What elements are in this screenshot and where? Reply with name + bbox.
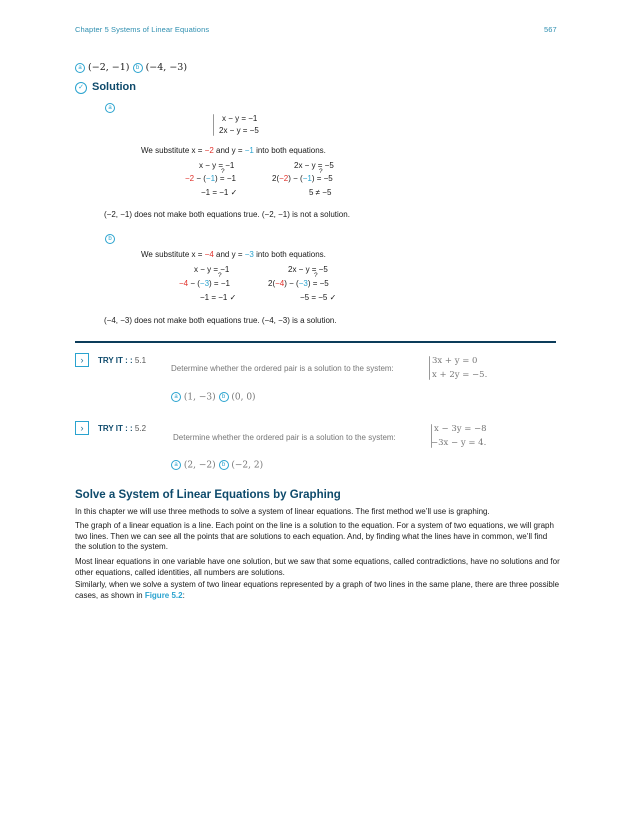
paragraph-1: In this chapter we will use three methods to solve a system of linear equations. The first method we’ll use is graphing. (75, 507, 490, 516)
right-sub-b: 2(−4) − (−3) = −5 (268, 279, 329, 288)
solution-heading: Solution (92, 81, 136, 93)
try-system-eq-2: −3x − y = 4. (431, 438, 487, 448)
page-number: 567 (544, 25, 557, 34)
pair-b: (−4, −3) (145, 62, 188, 73)
right-sub-a: 2(−2) − (−1) = −5 (272, 174, 333, 183)
substitute-line-b: We substitute x = −4 and y = −3 into both equations. (141, 250, 326, 259)
marker-b: b (133, 63, 143, 73)
right-result-b: −5 = −5 ✓ (300, 293, 337, 302)
part-b-marker: b (105, 234, 115, 244)
question-mark: ? (221, 168, 225, 175)
left-result-a: −1 = −1 ✓ (201, 188, 238, 197)
try-it-pairs: a (1, −3) b (0, 0) (171, 392, 256, 403)
pair-a: (−2, −1) (88, 62, 130, 73)
chevron-right-icon[interactable]: › (75, 353, 89, 367)
paragraph-2: The graph of a linear equation is a line. Each point on the line is a solution to the equation. For a system of two equations, we will graph two lines. Then we can see all the points that are solutions to each equation. And, by finding what the lines have in common, we’ll find the solution to the system. (75, 521, 554, 551)
system-eq-1: x − y = −1 (222, 114, 258, 123)
right-eq-b: 2x − y = −5 (288, 265, 328, 274)
try-it-prompt: Determine whether the ordered pair is a solution to the system: (171, 364, 394, 373)
try-it-pairs: a (2, −2) b (−2, 2) (171, 460, 263, 471)
try-system-eq-1: x − 3y = −8 (434, 424, 487, 434)
left-sub-b: −4 − (−3) = −1 (179, 279, 230, 288)
try-it-label: TRY IT : : 5.2 (98, 424, 147, 433)
figure-link[interactable]: Figure 5.2 (144, 590, 183, 600)
question-mark: ? (314, 272, 318, 279)
section-heading: Solve a System of Linear Equations by Graphing (75, 489, 341, 501)
right-result-a: 5 ≠ −5 (309, 188, 332, 197)
conclusion-a: (−2, −1) does not make both equations true. (−2, −1) is not a solution. (104, 210, 350, 219)
check-circle-icon: ✓ (75, 82, 87, 94)
paragraph-4: Similarly, when we solve a system of two linear equations represented by a graph of two lines in the same plane, there are three possible cases, as shown in Figure 5.2: (75, 580, 560, 600)
running-header-chapter: Chapter 5 Systems of Linear Equations (75, 25, 210, 34)
chevron-right-icon[interactable]: › (75, 421, 89, 435)
section-divider (75, 341, 556, 343)
example-pairs (75, 62, 187, 73)
try-system-eq-2: x + 2y = −5. (432, 370, 488, 380)
substitute-line-a: We substitute x = −2 and y = −1 into both equations. (141, 146, 326, 155)
paragraph-3: Most linear equations in one variable have one solution, but we saw that some equations, called contradictions, have no solutions and for other equations, called identities, all numbers are solutions. (75, 557, 560, 577)
left-sub-a: −2 − (−1) = −1 (185, 174, 236, 183)
left-result-b: −1 = −1 ✓ (200, 293, 237, 302)
system-brace (429, 356, 430, 380)
question-mark: ? (319, 168, 323, 175)
try-it-label: TRY IT : : 5.1 (98, 356, 147, 365)
right-eq-a: 2x − y = −5 (294, 161, 334, 170)
system-brace (213, 114, 214, 136)
system-eq-2: 2x − y = −5 (219, 126, 259, 135)
conclusion-b: (−4, −3) does not make both equations true. (−4, −3) is a solution. (104, 316, 337, 325)
left-eq-b: x − y = −1 (194, 265, 230, 274)
try-system-eq-1: 3x + y = 0 (432, 356, 478, 366)
question-mark: ? (218, 272, 222, 279)
try-it-prompt: Determine whether the ordered pair is a solution to the system: (173, 433, 396, 442)
left-eq-a: x − y = −1 (199, 161, 235, 170)
part-a-marker: a (105, 103, 115, 113)
marker-a: a (75, 63, 85, 73)
